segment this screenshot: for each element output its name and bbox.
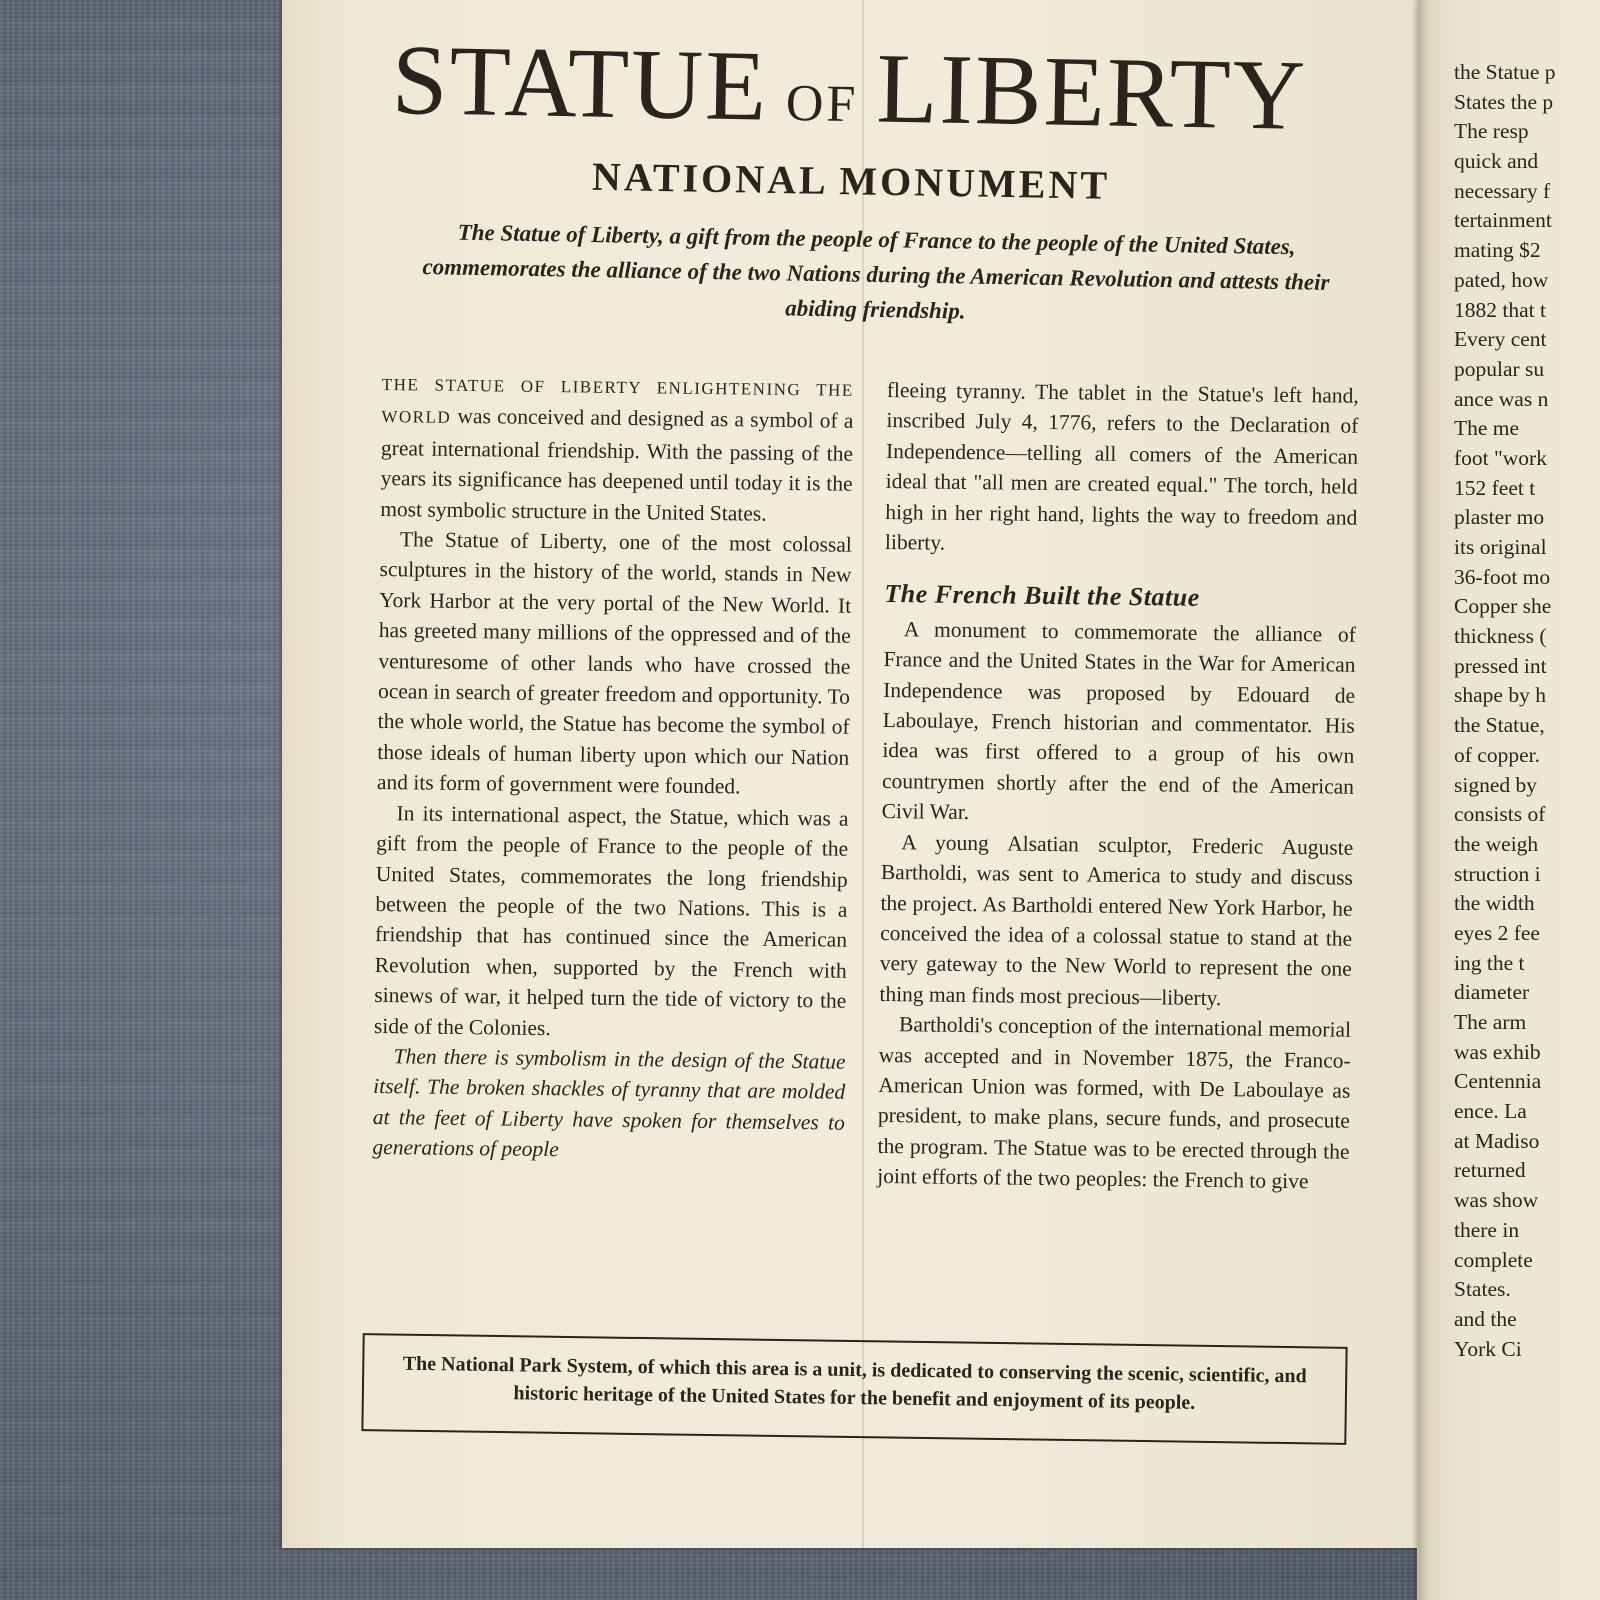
park-system-notice: The National Park System, of which this area is a unit, is dedicated to conserving the scenic, scientific, and historic heritage of the United States for the benefit and enjoyment of its people. xyxy=(361,1333,1347,1445)
next-panel-line: the weigh xyxy=(1454,831,1539,856)
next-panel-line: was show xyxy=(1454,1188,1539,1213)
next-panel-line: mating $2 xyxy=(1454,238,1541,263)
next-panel-line: quick and xyxy=(1454,149,1539,174)
text-column-left xyxy=(372,368,854,1168)
next-panel-line: of copper. xyxy=(1454,742,1540,767)
paragraph-text: was conceived and designed as a symbol of a great international friendship. With the passing of the years its significance has deepened until today it is the most symbolic structure in the United States. xyxy=(380,404,854,526)
next-panel-line: York Ci xyxy=(1454,1336,1522,1361)
next-panel-line: pressed int xyxy=(1454,653,1547,678)
next-panel-line: consists of xyxy=(1454,802,1546,827)
document-title xyxy=(391,20,1373,157)
next-panel-line: complete xyxy=(1454,1247,1533,1272)
next-panel-line: necessary f xyxy=(1454,178,1551,203)
next-panel-line: Every cent xyxy=(1454,327,1547,352)
paragraph xyxy=(380,368,854,530)
title-word-liberty: LIBERTY xyxy=(875,32,1308,151)
paragraph: The Statue of Liberty, one of the most colossal sculptures in the history of the world, stands in New York Harbor at the very portal of the New World. It has greeted many millions of the oppressed and of the venturesome of other lands who have crossed the ocean in search of greater freedom and opportunity. To the whole world, the Statue has become the symbol of those ideals of human liberty upon which our Nation and its form of government were founded. xyxy=(376,527,853,799)
brochure-main-panel xyxy=(282,0,1417,1548)
next-panel-line: the Statue p xyxy=(1454,60,1556,84)
next-panel-line: 152 feet t xyxy=(1454,475,1536,500)
brochure-next-panel xyxy=(1417,0,1600,1600)
next-panel-line: The resp xyxy=(1454,119,1529,144)
next-panel-line: thickness ( xyxy=(1454,624,1547,649)
paragraph: Bartholdi's conception of the international memorial was accepted and in November 1875, the Franco-American Union was formed, with De Laboulaye as president, to make plans, secure funds, and prosecute the program. The Statue was to be erected through the joint efforts of the two peoples: the French to give xyxy=(877,1012,1352,1194)
next-panel-line: its original xyxy=(1454,535,1547,559)
next-panel-line: shape by h xyxy=(1454,683,1546,708)
next-panel-line: at Madiso xyxy=(1454,1128,1540,1153)
next-panel-line: 1882 that t xyxy=(1454,297,1546,322)
next-panel-line: plaster mo xyxy=(1454,505,1545,530)
next-panel-line: ence. La xyxy=(1454,1099,1527,1124)
text-column-right xyxy=(877,375,1359,1197)
title-word-statue: STATUE xyxy=(391,24,770,142)
next-panel-line: The arm xyxy=(1454,1010,1527,1034)
next-panel-line: The me xyxy=(1454,416,1520,441)
paragraph: A young Alsatian sculptor, Frederic Auguste Bartholdi, was sent to America to study and discuss the project. As Bartholdi entered New York Harbor, he conceived the idea of a colossal statue to stand at the very gateway to the New World to represent the one thing man finds most precious—liberty. xyxy=(879,829,1354,1010)
next-panel-line: Copper she xyxy=(1454,594,1552,619)
next-panel-line: returned xyxy=(1454,1158,1526,1183)
next-panel-line: ance was n xyxy=(1454,386,1549,411)
next-panel-line: Centennia xyxy=(1454,1069,1542,1094)
next-panel-line: popular su xyxy=(1454,356,1545,381)
section-heading: The French Built the Statue xyxy=(884,579,1200,613)
next-panel-line: was exhib xyxy=(1454,1039,1541,1064)
next-panel-line: and the xyxy=(1454,1306,1517,1331)
paragraph: A monument to commemorate the alliance of France and the United States in the War for American Independence was proposed by Edouard de Laboulaye, French historian and commentator. His idea was first offered to a group of his own countrymen shortly after the end of the American Civil War. xyxy=(881,617,1357,825)
next-panel-line: States the p xyxy=(1454,89,1554,114)
lead-in-caps: THE STATUE OF LIBERTY ENLIGHTENING THE WORLD xyxy=(381,374,854,428)
document-tagline: The Statue of Liberty, a gift from the people of France to the people of the United States, commemorates the alliance of the two Nations during the American Revolution and attests their abiding friendship. xyxy=(422,219,1330,324)
next-panel-line: States. xyxy=(1454,1277,1511,1302)
next-panel-line: ing the t xyxy=(1454,950,1525,975)
paragraph: Then there is symbolism in the design of the Statue itself. The broken shackles of tyranny that are molded at the feet of Liberty have spoken for themselves to generations of people xyxy=(372,1044,846,1162)
next-panel-line: struction i xyxy=(1454,861,1541,886)
next-panel-line: the width xyxy=(1454,891,1535,916)
next-panel-line: eyes 2 fee xyxy=(1454,920,1540,945)
next-panel-line: tertainment xyxy=(1454,208,1552,233)
panel-crease xyxy=(1418,0,1428,1600)
paragraph: fleeing tyranny. The tablet in the Statue's left hand, inscribed July 4, 1776, refers to the Declaration of Independence—telling all comers of the American ideal that "all men are created equal." The torch, held high in her right hand, lights the way to freedom and liberty. xyxy=(884,377,1359,555)
title-word-of: OF xyxy=(785,74,859,134)
next-panel-line: diameter xyxy=(1454,980,1530,1005)
next-panel-text xyxy=(1454,58,1600,1364)
next-panel-line: foot "work xyxy=(1454,445,1547,470)
next-panel-line: the Statue, xyxy=(1454,713,1545,738)
paragraph: In its international aspect, the Statue, which was a gift from the people of France to the people of the United States, commemorates the long friendship between the people of the two Nations. This is a friendship that has continued since the American Revolution when, supported by the French with sinews of war, it helped turn the tide of victory to the side of the Colonies. xyxy=(373,800,849,1040)
next-panel-line: there in xyxy=(1454,1217,1520,1242)
next-panel-line: 36-foot mo xyxy=(1454,564,1551,589)
next-panel-line: pated, how xyxy=(1454,267,1549,292)
next-panel-line: signed by xyxy=(1454,772,1538,797)
document-subtitle: NATIONAL MONUMENT xyxy=(591,153,1111,208)
